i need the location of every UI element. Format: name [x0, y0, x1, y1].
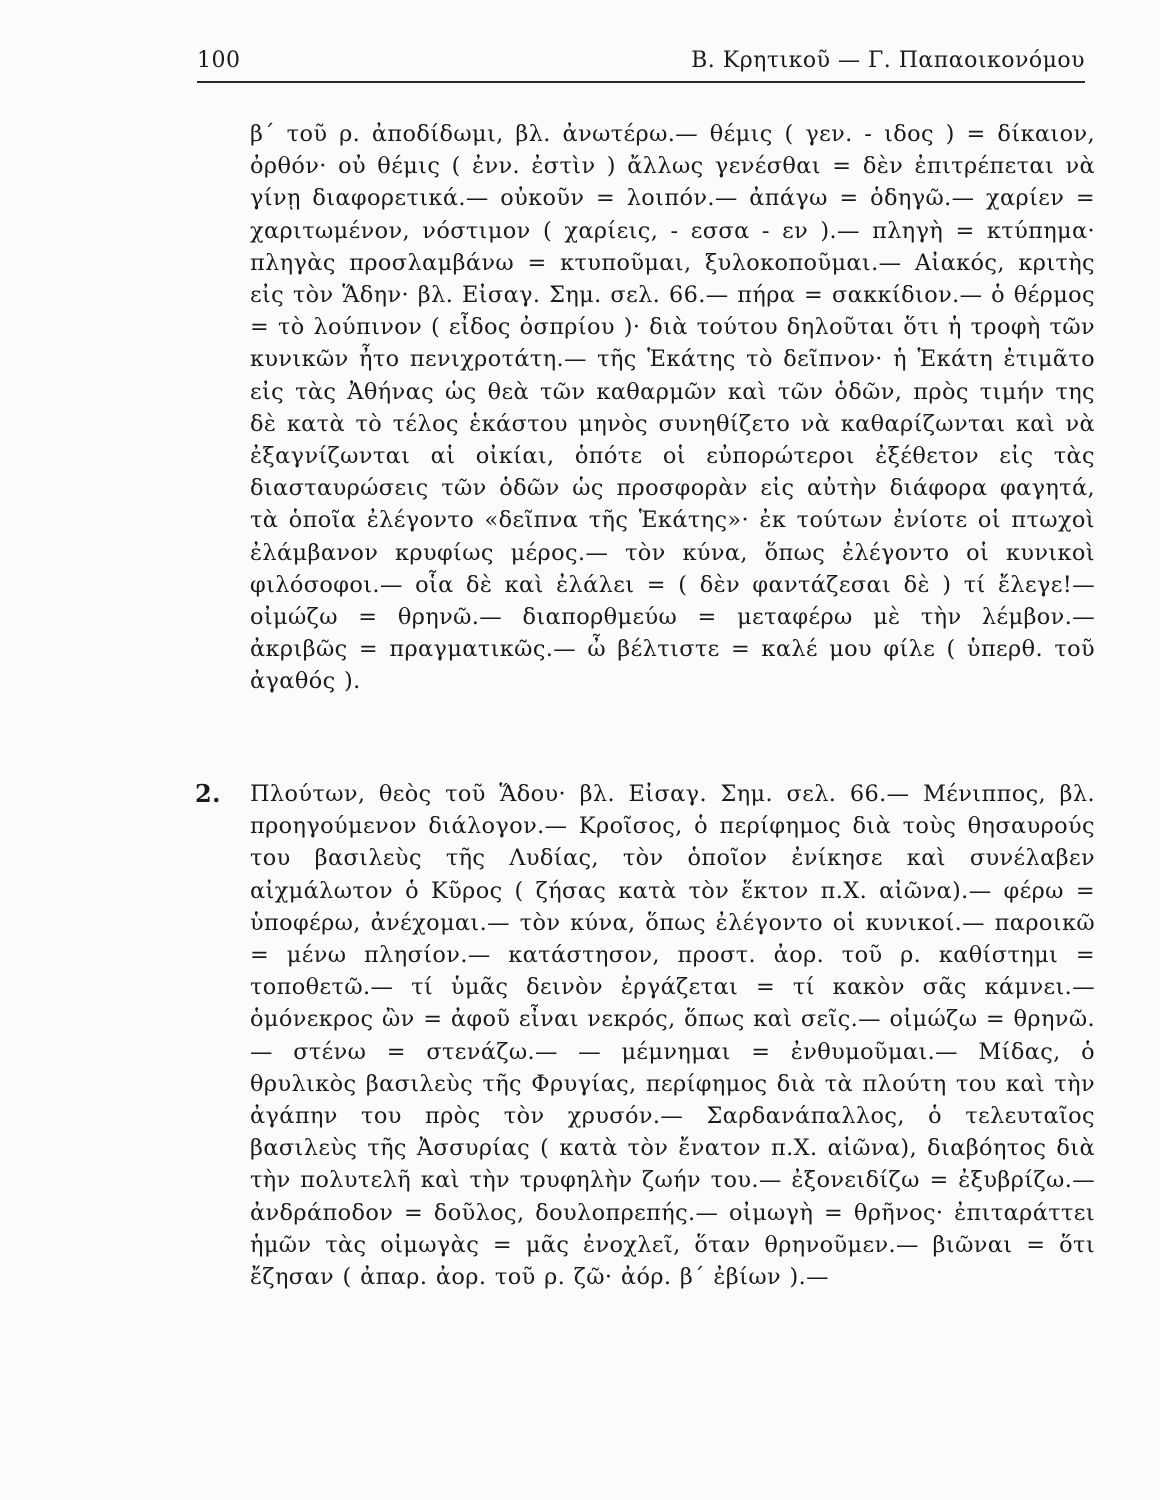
commentary-entry: [195, 778, 1095, 1293]
header-rule: [197, 81, 1085, 83]
entry-number: 2.: [195, 779, 221, 808]
commentary-entry: [250, 118, 1095, 698]
page-number: 100: [197, 48, 241, 73]
running-head: Β. Κρητικοῦ — Γ. Παπαοικονόμου: [691, 48, 1085, 73]
entry-text: β΄ τοῦ ρ. ἀποδίδωμι, βλ. ἀνωτέρω.— θέμις ( γεν. - ιδος ) = δίκαιον, ὀρθόν· οὐ θέμις ( ἐνν. ἐστὶν ) ἄλλως γενέσθαι = δὲν ἐπιτρέπεται νὰ γίνῃ διαφορετικά.— οὐκοῦν = λοιπόν.— ἀπάγω = ὁδηγῶ.— χαρίεν = χαριτωμένον, νόστιμον ( χαρίεις, - εσσα - εν ).— πληγὴ = κτύπημα· πληγὰς προσλαμβάνω = κτυποῦμαι, ξυλοκοποῦμαι.— Αἰακός, κριτὴς εἰς τὸν Ἅδην· βλ. Εἰσαγ. Σημ. σελ. 66.— πήρα = σακκίδιον.— ὁ θέρμος = τὸ λούπινον ( εἶδος ὀσπρίου )· διὰ τούτου δηλοῦται ὅτι ἡ τροφὴ τῶν κυνικῶν ἦτο πενιχροτάτη.— τῆς Ἑκάτης τὸ δεῖπνον· ἡ Ἑκάτη ἐτιμᾶτο εἰς τὰς Ἀθήνας ὡς θεὰ τῶν καθαρμῶν καὶ τῶν ὁδῶν, πρὸς τιμήν της δὲ κατὰ τὸ τέλος ἑκάστου μηνὸς συνηθίζετο νὰ καθαρίζωνται καὶ νὰ ἐξαγνίζωνται αἱ οἰκίαι, ὁπότε οἱ εὐπορώτεροι ἐξέθετον εἰς τὰς διασταυρώσεις τῶν ὁδῶν ὡς προσφορὰν εἰς αὐτὴν διάφορα φαγητά, τὰ ὁποῖα ἐλέγοντο «δεῖπνα τῆς Ἑκάτης»· ἐκ τούτων ἐνίοτε οἱ πτωχοὶ ἐλάμβανον κρυφίως μέρος.— τὸν κύνα, ὅπως ἐλέγοντο οἱ κυνικοὶ φιλόσοφοι.— οἷα δὲ καὶ ἐλάλει = ( δὲν φαντάζεσαι δὲ ) τί ἔλεγε!— οἰμώζω = θρηνῶ.— διαπορθμεύω = μεταφέρω μὲ τὴν λέμβον.— ἀκριβῶς = πραγματικῶς.— ὦ βέλτιστε = καλέ μου φίλε ( ὑπερθ. τοῦ ἀγαθός ).: [250, 121, 1095, 695]
entry-text: Πλούτων, θεὸς τοῦ Ἅδου· βλ. Εἰσαγ. Σημ. σελ. 66.— Μένιππος, βλ. προηγούμενον διάλογον.— Κροῖσος, ὁ περίφημος διὰ τοὺς θησαυρούς του βασιλεὺς τῆς Λυδίας, τὸν ὁποῖον ἐνίκησε καὶ συνέλαβεν αἰχμάλωτον ὁ Κῦρος ( ζήσας κατὰ τὸν ἕκτον π.Χ. αἰῶνα).— φέρω = ὑποφέρω, ἀνέχομαι.— τὸν κύνα, ὅπως ἐλέγοντο οἱ κυνικοί.— παροικῶ = μένω πλησίον.— κατάστησον, προστ. ἀορ. τοῦ ρ. καθίστημι = τοποθετῶ.— τί ὑμᾶς δεινὸν ἐργάζεται = τί κακὸν σᾶς κάμνει.— ὁμόνεκρος ὢν = ἀφοῦ εἶναι νεκρός, ὅπως καὶ σεῖς.— οἰμώζω = θρηνῶ.— στένω = στενάζω.— — μέμνημαι = ἐνθυμοῦμαι.— Μίδας, ὁ θρυλικὸς βασιλεὺς τῆς Φρυγίας, περίφημος διὰ τὰ πλούτη του καὶ τὴν ἀγάπην του πρὸς τὸν χρυσόν.— Σαρδανάπαλλος, ὁ τελευταῖος βασιλεὺς τῆς Ἀσσυρίας ( κατὰ τὸν ἔνατον π.Χ. αἰῶνα), διαβόητος διὰ τὴν πολυτελῆ καὶ τὴν τρυφηλὴν ζωήν του.— ἐξονειδίζω = ἐξυβρίζω.— ἀνδράποδον = δοῦλος, δουλοπρεπής.— οἰμωγὴ = θρῆνος· ἐπιταράττει ἡμῶν τὰς οἰμωγὰς = μᾶς ἐνοχλεῖ, ὅταν θρηνοῦμεν.— βιῶναι = ὅτι ἔζησαν ( ἀπαρ. ἀορ. τοῦ ρ. ζῶ· ἀόρ. β΄ ἐβίων ).—: [250, 781, 1095, 1291]
page-header: [197, 44, 1085, 80]
